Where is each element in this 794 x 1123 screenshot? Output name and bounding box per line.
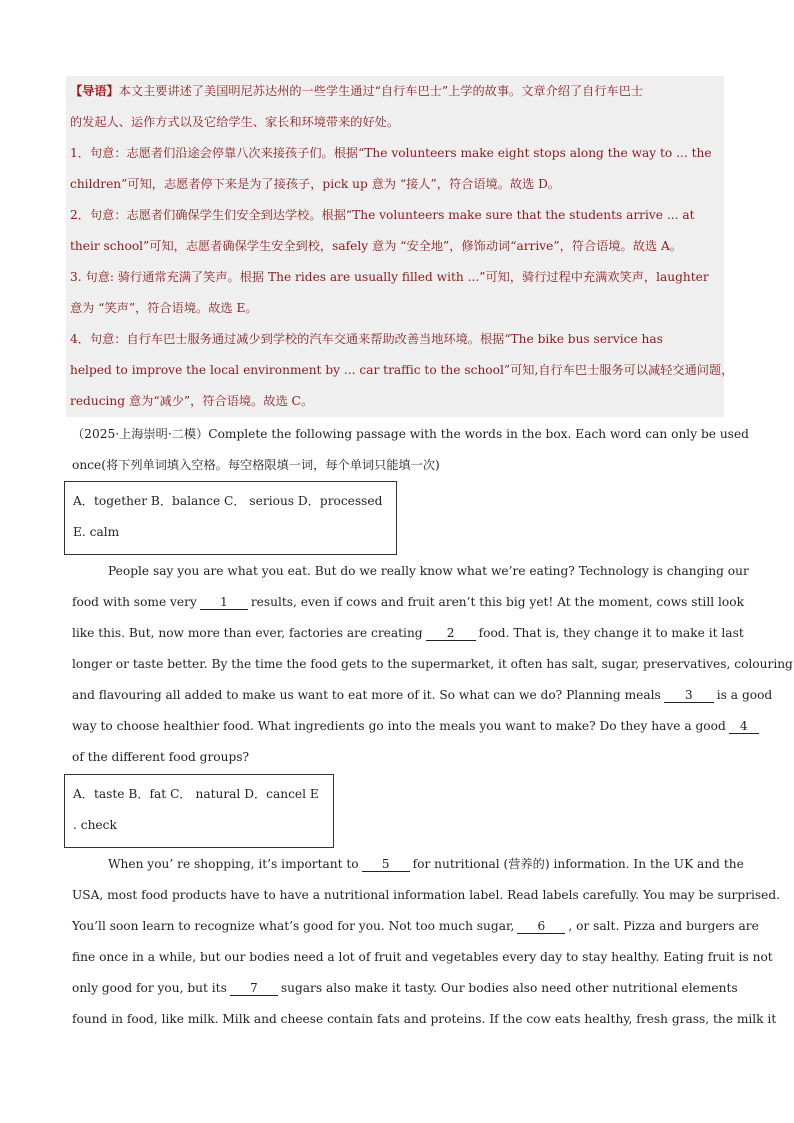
- passage-line: of the different food groups?: [72, 750, 250, 764]
- passage-line: food with some very 1 results, even if cows and fruit aren’t this big yet! At the moment, cows still look: [72, 595, 744, 609]
- analysis-line: their school”可知，志愿者确保学生安全到校，safely 意为 “安全地”，修饰动词“arrive”，符合语境。故选 A。: [70, 239, 682, 253]
- analysis-line: 意为 “笑声”，符合语境。故选 E。: [70, 301, 258, 315]
- passage-line: like this. But, now more than ever, factories are creating 2 food. That is, they change it to make it last: [72, 626, 744, 640]
- passage-line: found in food, like milk. Milk and cheese contain fats and proteins. If the cow eats healthy, fresh grass, the milk it: [72, 1012, 777, 1026]
- instruction-line: once(将下列单词填入空格。每空格限填一词，每个单词只能填一次): [72, 458, 440, 472]
- analysis-line: helped to improve the local environment by ... car traffic to the school”可知,自行车巴士服务可以减轻交通问题，: [70, 363, 734, 377]
- blank-6[interactable]: 6: [517, 919, 565, 934]
- passage-line: USA, most food products have to have a nutritional information label. Read labels carefully. You may be surprised.: [72, 888, 781, 902]
- blank-1[interactable]: 1: [200, 595, 248, 610]
- blank-4[interactable]: 4: [729, 719, 759, 734]
- analysis-line: 【导语】本文主要讲述了美国明尼苏达州的一些学生通过“自行车巴士”上学的故事。文章介绍了自行车巴士: [70, 84, 644, 98]
- passage-line: longer or taste better. By the time the food gets to the supermarket, it often has salt, sugar, preservatives, colouring: [72, 657, 793, 671]
- passage-line: and flavouring all added to make us want to eat more of it. So what can we do? Planning meals 3 is a good: [72, 688, 773, 702]
- passage-paragraph-2: [72, 849, 781, 1035]
- word-options: . check: [73, 818, 117, 832]
- analysis-line: 3. 句意: 骑行通常充满了笑声。根据 The rides are usually filled with ...”可知，骑行过程中充满欢笑声，laughter: [70, 270, 709, 284]
- word-box-2: [64, 774, 334, 848]
- blank-5[interactable]: 5: [362, 857, 410, 872]
- instruction-line: （2025·上海崇明·二模）Complete the following passage with the words in the box. Each word can only be used: [72, 427, 749, 441]
- analysis-line: 2．句意：志愿者们确保学生们安全到达学校。根据“The volunteers make sure that the students arrive ... at: [70, 208, 695, 222]
- analysis-block: [66, 76, 734, 417]
- blank-2[interactable]: 2: [426, 626, 476, 641]
- word-options: E. calm: [73, 525, 120, 539]
- passage-line: fine once in a while, but our bodies need a lot of fruit and vegetables every day to stay healthy. Eating fruit is not: [72, 950, 773, 964]
- word-options: A．taste B．fat C． natural D．cancel E: [73, 787, 319, 801]
- analysis-line: 4．句意：自行车巴士服务通过减少到学校的汽车交通来帮助改善当地环境。根据“The bike bus service has: [70, 332, 663, 346]
- analysis-line: 的发起人、运作方式以及它给学生、家长和环境带来的好处。: [70, 115, 400, 129]
- blank-7[interactable]: 7: [230, 981, 278, 996]
- analysis-line: children”可知，志愿者停下来是为了接孩子，pick up 意为 “接人”，符合语境。故选 D。: [70, 177, 561, 191]
- passage-line: You’ll soon learn to recognize what’s good for you. Not too much sugar, 6 , or salt. Pizza and burgers are: [72, 919, 759, 933]
- analysis-tag: 【导语】: [70, 84, 119, 98]
- word-box-1: [64, 481, 397, 555]
- passage-line: only good for you, but its 7 sugars also make it tasty. Our bodies also need other nutritional elements: [72, 981, 738, 995]
- blank-3[interactable]: 3: [664, 688, 714, 703]
- instructions: [72, 419, 749, 481]
- analysis-line: reducing 意为“减少”，符合语境。故选 C。: [70, 394, 314, 408]
- passage-line: People say you are what you eat. But do we really know what we’re eating? Technology is changing our: [108, 564, 749, 578]
- analysis-line: 1．句意：志愿者们沿途会停靠八次来接孩子们。根据“The volunteers make eight stops along the way to ... the: [70, 146, 712, 160]
- passage-line: way to choose healthier food. What ingredients go into the meals you want to make? Do they have a good 4: [72, 711, 724, 742]
- passage-paragraph-1: [72, 556, 793, 773]
- passage-line: When you’ re shopping, it’s important to 5 for nutritional (营养的) information. In the UK and the: [108, 857, 744, 871]
- word-options: A．together B．balance C． serious D．processed: [73, 494, 383, 508]
